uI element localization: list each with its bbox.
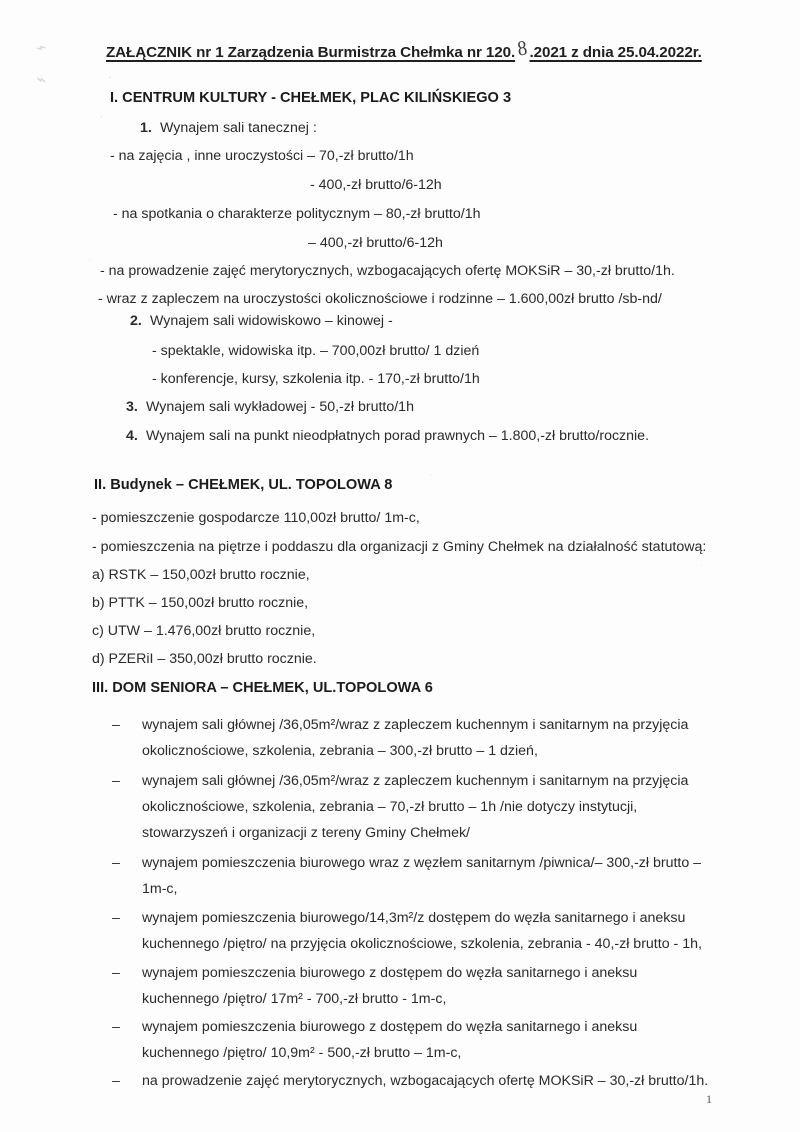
section-3-list-item: [112, 850, 732, 902]
section-3-list-item: [112, 712, 752, 764]
item-line: wynajem pomieszczenia biurowego/14,3m²/z dostępem do węzła sanitarnego i aneksu: [142, 910, 686, 926]
item-line: wynajem pomieszczenia biurowego z dostępem do węzła sanitarnego i aneksu: [142, 1019, 638, 1035]
section-1-item-2: [130, 313, 393, 329]
section-1-item-1: [140, 120, 317, 136]
page-number: 1: [706, 1092, 712, 1106]
scan-artifact-icon: ⌁: [34, 69, 49, 90]
dash-marker: –: [112, 717, 120, 733]
item-line: kuchennego /piętro/ 17m² - 700,-zł brutto - 1m-c,: [142, 991, 447, 1007]
item-line: okolicznościowe, szkolenia, zebrania – 300,-zł brutto – 1 dzień,: [142, 743, 538, 759]
section-1-heading: I. CENTRUM KULTURY - CHEŁMEK, PLAC KILIŃSKIEGO 3: [110, 90, 512, 106]
section-3-list-item: [112, 960, 752, 1012]
item-line: wynajem pomieszczenia biurowego z dostępem do węzła sanitarnego i aneksu: [142, 965, 638, 981]
dash-marker: –: [112, 910, 120, 926]
handwritten-mark: 8: [515, 35, 529, 61]
item-marker: 3.: [126, 399, 138, 415]
section-2-line: d) PZERiI – 350,00zł brutto rocznie.: [92, 651, 317, 667]
section-3-list-item: [112, 1068, 752, 1094]
item-marker: 2.: [130, 313, 142, 329]
item-line: 1m-c,: [142, 881, 178, 897]
section-1-price-line: - na zajęcia , inne uroczystości – 70,-zł brutto/1h: [110, 148, 414, 164]
item-line: na prowadzenie zajęć merytorycznych, wzbogacających ofertę MOKSiR – 30,-zł brutto/1h.: [142, 1073, 709, 1089]
item-text: Wynajem sali tanecznej :: [160, 120, 317, 136]
section-1-price-line: - na prowadzenie zajęć merytorycznych, wzbogacających ofertę MOKSiR – 30,-zł brutto/1h.: [100, 263, 675, 279]
document-title: [106, 35, 766, 61]
section-2-heading: II. Budynek – CHEŁMEK, UL. TOPOLOWA 8: [94, 477, 393, 493]
scan-artifact-icon: ⌁: [33, 36, 49, 59]
item-line: wynajem sali głównej /36,05m²/wraz z zapleczem kuchennym i sanitarnym na przyjęcia: [142, 717, 689, 733]
document-title-prefix: ZAŁĄCZNIK nr 1 Zarządzenia Burmistrza Chełmka nr 120.: [106, 44, 516, 61]
item-line: kuchennego /piętro/ 10,9m² - 500,-zł brutto – 1m-c,: [142, 1045, 462, 1061]
item-text: Wynajem sali wykładowej - 50,-zł brutto/1h: [146, 399, 414, 415]
section-1-price-line: - na spotkania o charakterze politycznym – 80,-zł brutto/1h: [113, 206, 481, 222]
scan-speckle-icon: ·: [88, 255, 91, 265]
section-2-line: a) RSTK – 150,00zł brutto rocznie,: [92, 567, 310, 583]
item-line: wynajem pomieszczenia biurowego wraz z węzłem sanitarnym /piwnica/– 300,-zł brutto –: [142, 855, 702, 871]
scan-speckle-icon: ·: [108, 72, 112, 84]
item-text: Wynajem sali na punkt nieodpłatnych porad prawnych – 1.800,-zł brutto/rocznie.: [146, 428, 650, 444]
section-1-price-line: - wraz z zapleczem na uroczystości okolicznościowe i rodzinne – 1.600,00zł brutto /sb-nd/: [98, 291, 662, 307]
document-title-suffix: .2021 z dnia 25.04.2022r.: [529, 44, 702, 61]
section-1-item-4: [126, 428, 649, 444]
scan-speckle-icon: ·: [430, 470, 433, 480]
dash-marker: –: [112, 1019, 120, 1035]
item-marker: 4.: [126, 428, 138, 444]
dash-marker: –: [112, 855, 120, 871]
section-1-price-line: - spektakle, widowiska itp. – 700,00zł brutto/ 1 dzień: [152, 343, 480, 359]
item-text: Wynajem sali widowiskowo – kinowej -: [150, 313, 393, 329]
dash-marker: –: [112, 965, 120, 981]
section-1-price-line: - konferencje, kursy, szkolenia itp. - 170,-zł brutto/1h: [152, 371, 480, 387]
section-1-item-3: [126, 399, 414, 415]
scan-speckle-icon: ·: [700, 560, 703, 570]
item-line: stowarzyszeń i organizacji z tereny Gminy Chełmek/: [142, 825, 471, 841]
section-2-line: c) UTW – 1.476,00zł brutto rocznie,: [92, 623, 316, 639]
section-3-heading: III. DOM SENIORA – CHEŁMEK, UL.TOPOLOWA 6: [92, 680, 433, 696]
item-marker: 1.: [140, 120, 152, 136]
item-line: kuchennego /piętro/ na przyjęcia okolicznościowe, szkolenia, zebrania - 40,-zł brutto - 1h,: [142, 936, 702, 952]
section-1-price-line: – 400,-zł brutto/6-12h: [308, 235, 443, 251]
section-3-list-item: [112, 1014, 752, 1066]
scan-speckle-icon: ·: [100, 112, 103, 122]
section-2-line: - pomieszczenia na piętrze i poddaszu dla organizacji z Gminy Chełmek na działalność statutową:: [92, 539, 707, 555]
item-line: wynajem sali głównej /36,05m²/wraz z zapleczem kuchennym i sanitarnym na przyjęcia: [142, 773, 689, 789]
item-line: okolicznościowe, szkolenia, zebrania – 70,-zł brutto – 1h /nie dotyczy instytucji,: [142, 799, 638, 815]
section-3-list-item: [112, 768, 752, 846]
section-3-list-item: [112, 905, 752, 957]
section-2-line: b) PTTK – 150,00zł brutto rocznie,: [92, 595, 309, 611]
section-1-price-line: - 400,-zł brutto/6-12h: [310, 177, 442, 193]
dash-marker: –: [112, 773, 120, 789]
dash-marker: –: [112, 1073, 120, 1089]
section-2-line: - pomieszczenie gospodarcze 110,00zł brutto/ 1m-c,: [92, 510, 420, 526]
